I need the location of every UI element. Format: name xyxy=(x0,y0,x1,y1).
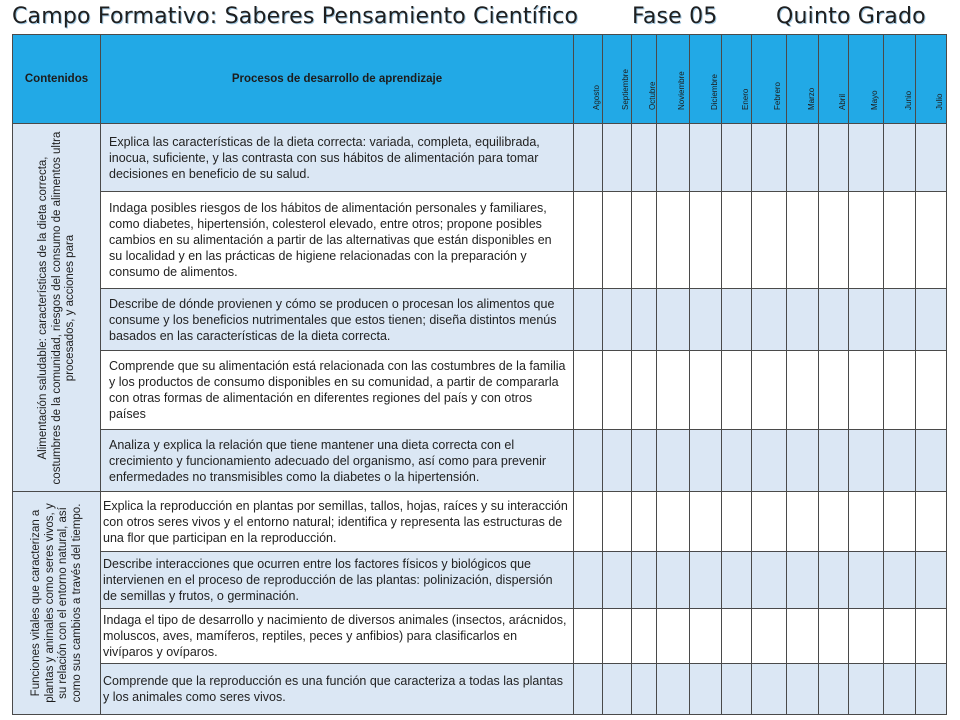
month-cell[interactable] xyxy=(787,192,819,289)
month-cell[interactable] xyxy=(632,124,657,192)
proceso-cell xyxy=(101,609,574,664)
month-cell[interactable] xyxy=(690,192,722,289)
month-cell[interactable] xyxy=(787,492,819,552)
month-cell[interactable] xyxy=(657,192,690,289)
month-cell[interactable] xyxy=(603,430,632,492)
month-cell[interactable] xyxy=(632,351,657,430)
month-cell[interactable] xyxy=(884,664,916,715)
month-cell[interactable] xyxy=(574,664,603,715)
month-cell[interactable] xyxy=(657,289,690,351)
proceso-text: Comprende que su alimentación está relacionada con las costumbres de la familia y los productos de consumo disponibles en su comunidad, a partir de compararla con otras formas de alimentación en diferentes regiones del país y con otros países xyxy=(109,359,566,421)
proceso-cell xyxy=(101,124,574,192)
month-cell[interactable] xyxy=(657,609,690,664)
phase-label: Fase 05 xyxy=(632,4,718,29)
month-header: Diciembre xyxy=(690,35,722,124)
month-cell[interactable] xyxy=(574,609,603,664)
month-cell[interactable] xyxy=(752,492,787,552)
page-title: Campo Formativo: Saberes Pensamiento Científico xyxy=(12,4,579,29)
month-cell[interactable] xyxy=(632,609,657,664)
contenido-cell xyxy=(13,124,101,492)
month-cell[interactable] xyxy=(916,609,947,664)
month-cell[interactable] xyxy=(574,552,603,609)
proceso-text: Describe de dónde provienen y cómo se producen o procesan los alimentos que consume y los beneficios nutrimentales que estos tienen; diseña distintos menús basados en las características de la dieta correcta. xyxy=(109,296,557,343)
month-cell[interactable] xyxy=(787,552,819,609)
month-cell[interactable] xyxy=(819,289,849,351)
month-cell[interactable] xyxy=(849,351,884,430)
proceso-text: Indaga el tipo de desarrollo y nacimiento de diversos animales (insectos, arácnidos, moluscos, aves, mamíferos, reptiles, peces y anfibios) para clasificarlos en vivíparos y ovíparos. xyxy=(103,613,567,659)
month-cell[interactable] xyxy=(849,124,884,192)
contenido-label: Alimentación saludable: características de la dieta correcta, costumbres de la comunidad, riesgos del consumo de alimentos ultra procesados, y acciones para xyxy=(36,131,76,484)
proceso-text: Analiza y explica la relación que tiene mantener una dieta correcta con el crecimiento y funcionamiento adecuado del organismo, así como para prevenir enfermedades no transmisibles como la diabetes o la hipertensión. xyxy=(109,437,547,484)
month-cell[interactable] xyxy=(884,430,916,492)
month-cell[interactable] xyxy=(819,552,849,609)
month-cell[interactable] xyxy=(849,192,884,289)
month-cell[interactable] xyxy=(632,664,657,715)
table-row xyxy=(13,492,947,552)
proceso-cell xyxy=(101,664,574,715)
month-cell[interactable] xyxy=(819,609,849,664)
month-header: Noviembre xyxy=(657,35,690,124)
month-header: Febrero xyxy=(752,35,787,124)
month-cell[interactable] xyxy=(787,351,819,430)
month-cell[interactable] xyxy=(690,552,722,609)
month-cell[interactable] xyxy=(574,492,603,552)
month-cell[interactable] xyxy=(722,664,752,715)
proceso-cell xyxy=(101,351,574,430)
month-cell[interactable] xyxy=(916,430,947,492)
month-cell[interactable] xyxy=(849,664,884,715)
month-cell[interactable] xyxy=(632,552,657,609)
month-cell[interactable] xyxy=(752,192,787,289)
month-cell[interactable] xyxy=(787,664,819,715)
month-cell[interactable] xyxy=(574,351,603,430)
month-cell[interactable] xyxy=(632,430,657,492)
month-cell[interactable] xyxy=(752,664,787,715)
month-cell[interactable] xyxy=(752,289,787,351)
month-cell[interactable] xyxy=(632,192,657,289)
proceso-cell xyxy=(101,289,574,351)
month-cell[interactable] xyxy=(849,289,884,351)
month-cell[interactable] xyxy=(849,492,884,552)
proceso-text: Describe interacciones que ocurren entre los factores físicos y biológicos que intervienen en el proceso de reproducción de las plantas: polinización, dispersión de semillas y frutos, o germinación. xyxy=(103,557,553,603)
month-cell[interactable] xyxy=(787,430,819,492)
month-cell[interactable] xyxy=(849,609,884,664)
month-cell[interactable] xyxy=(603,609,632,664)
month-cell[interactable] xyxy=(884,552,916,609)
month-cell[interactable] xyxy=(574,430,603,492)
month-cell[interactable] xyxy=(916,664,947,715)
month-cell[interactable] xyxy=(787,124,819,192)
month-cell[interactable] xyxy=(603,492,632,552)
month-cell[interactable] xyxy=(722,492,752,552)
month-cell[interactable] xyxy=(657,124,690,192)
month-cell[interactable] xyxy=(916,351,947,430)
month-header: Junio xyxy=(884,35,916,124)
month-cell[interactable] xyxy=(752,124,787,192)
month-cell[interactable] xyxy=(603,552,632,609)
month-cell[interactable] xyxy=(603,124,632,192)
table-row xyxy=(13,192,947,289)
table-row xyxy=(13,664,947,715)
contenidos-header: Contenidos xyxy=(13,35,101,124)
month-header: Julio xyxy=(916,35,947,124)
month-cell[interactable] xyxy=(752,609,787,664)
month-cell[interactable] xyxy=(752,552,787,609)
month-cell[interactable] xyxy=(916,124,947,192)
month-cell[interactable] xyxy=(657,664,690,715)
month-header: Octubre xyxy=(632,35,657,124)
month-cell[interactable] xyxy=(657,430,690,492)
table-row xyxy=(13,124,947,192)
month-cell[interactable] xyxy=(574,124,603,192)
month-header: Enero xyxy=(722,35,752,124)
table-row xyxy=(13,609,947,664)
month-cell[interactable] xyxy=(690,124,722,192)
month-cell[interactable] xyxy=(722,351,752,430)
month-cell[interactable] xyxy=(603,192,632,289)
month-cell[interactable] xyxy=(690,664,722,715)
month-cell[interactable] xyxy=(849,430,884,492)
month-cell[interactable] xyxy=(884,192,916,289)
month-cell[interactable] xyxy=(884,609,916,664)
month-cell[interactable] xyxy=(819,351,849,430)
month-cell[interactable] xyxy=(690,609,722,664)
month-header: Mayo xyxy=(849,35,884,124)
month-cell[interactable] xyxy=(884,124,916,192)
month-cell[interactable] xyxy=(722,289,752,351)
month-header: Agosto xyxy=(574,35,603,124)
month-cell[interactable] xyxy=(916,289,947,351)
month-cell[interactable] xyxy=(916,552,947,609)
month-cell[interactable] xyxy=(819,124,849,192)
month-cell[interactable] xyxy=(722,192,752,289)
month-cell[interactable] xyxy=(657,552,690,609)
proceso-text: Explica la reproducción en plantas por semillas, tallos, hojas, raíces y su interacción con otros seres vivos y el entorno natural; identifica y representa las estructuras de una flor que participan en la reproducción. xyxy=(103,498,568,545)
month-cell[interactable] xyxy=(632,289,657,351)
month-header: Abril xyxy=(819,35,849,124)
page-header xyxy=(12,4,942,34)
month-header: Marzo xyxy=(787,35,819,124)
month-cell[interactable] xyxy=(752,430,787,492)
proceso-text: Comprende que la reproducción es una función que caracteriza a todas las plantas y los animales como seres vivos. xyxy=(103,674,564,704)
table-row xyxy=(13,289,947,351)
month-cell[interactable] xyxy=(884,289,916,351)
month-cell[interactable] xyxy=(884,351,916,430)
proceso-cell xyxy=(101,430,574,492)
month-cell[interactable] xyxy=(574,289,603,351)
month-cell[interactable] xyxy=(787,289,819,351)
month-cell[interactable] xyxy=(819,192,849,289)
month-cell[interactable] xyxy=(722,609,752,664)
proceso-cell xyxy=(101,492,574,552)
month-cell[interactable] xyxy=(632,492,657,552)
month-cell[interactable] xyxy=(603,351,632,430)
month-cell[interactable] xyxy=(722,430,752,492)
month-header: Septiembre xyxy=(603,35,632,124)
month-cell[interactable] xyxy=(819,664,849,715)
table-row xyxy=(13,430,947,492)
month-cell[interactable] xyxy=(849,552,884,609)
proceso-cell xyxy=(101,552,574,609)
month-cell[interactable] xyxy=(603,664,632,715)
month-cell[interactable] xyxy=(690,351,722,430)
month-cell[interactable] xyxy=(916,192,947,289)
month-cell[interactable] xyxy=(722,552,752,609)
month-cell[interactable] xyxy=(574,192,603,289)
table-row xyxy=(13,351,947,430)
month-cell[interactable] xyxy=(722,124,752,192)
month-cell[interactable] xyxy=(916,492,947,552)
proceso-text: Explica las características de la dieta correcta: variada, completa, equilibrada, inocua, suficiente, y las contrasta con sus hábitos de alimentación para tomar decisiones en beneficio de su salud. xyxy=(109,134,540,181)
month-cell[interactable] xyxy=(787,609,819,664)
contenido-cell xyxy=(13,492,101,715)
month-cell[interactable] xyxy=(603,289,632,351)
grade-label: Quinto Grado xyxy=(776,4,926,29)
proceso-text: Indaga posibles riesgos de los hábitos de alimentación personales y familiares, como diabetes, hipertensión, colesterol elevado, entre otros; propone posibles cambios en su alimentación a partir de las alternativas que están disponibles en su localidad y en las prácticas de higiene relacionadas con la preparación y consumo de alimentos. xyxy=(109,201,552,279)
month-cell[interactable] xyxy=(819,492,849,552)
month-cell[interactable] xyxy=(752,351,787,430)
procesos-header: Procesos de desarrollo de aprendizaje xyxy=(101,35,574,124)
month-cell[interactable] xyxy=(819,430,849,492)
month-cell[interactable] xyxy=(690,492,722,552)
month-cell[interactable] xyxy=(690,289,722,351)
month-cell[interactable] xyxy=(690,430,722,492)
header-row xyxy=(13,35,947,124)
month-cell[interactable] xyxy=(657,351,690,430)
month-cell[interactable] xyxy=(884,492,916,552)
proceso-cell xyxy=(101,192,574,289)
contenido-label: Funciones vitales que caracterizan a plantas y animales como seres vivos, y su relación con el entorno natural, así como sus cambios a través del tiempo. xyxy=(29,503,82,703)
curriculum-table xyxy=(12,34,947,715)
table-row xyxy=(13,552,947,609)
month-cell[interactable] xyxy=(657,492,690,552)
